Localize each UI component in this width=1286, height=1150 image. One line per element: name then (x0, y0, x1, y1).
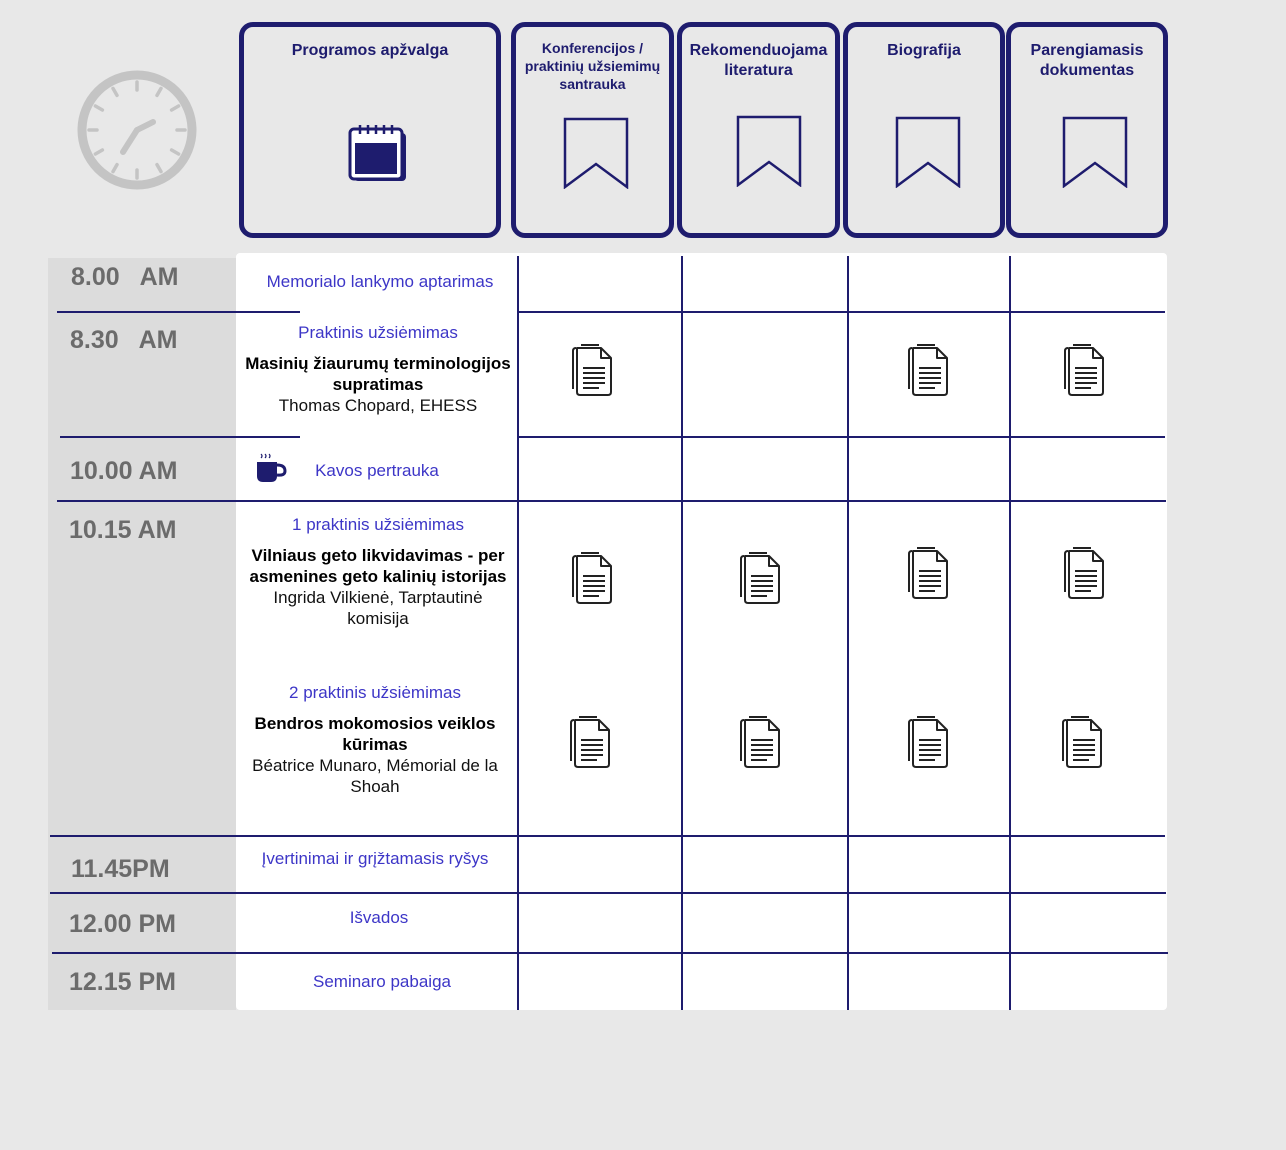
session-label: Praktinis užsiėmimas (298, 323, 458, 342)
time-label: 11.45PM (71, 855, 170, 883)
document-icon[interactable] (567, 714, 617, 770)
document-icon[interactable] (737, 714, 787, 770)
time-label: 8.30 AM (70, 326, 178, 354)
coffee-icon (255, 452, 287, 484)
column-header-summary[interactable] (511, 22, 674, 238)
time-label: 10.15 AM (69, 516, 177, 544)
session-speaker: komisija (347, 609, 409, 628)
column-title-line: praktinių užsiemimų (524, 58, 661, 74)
column-title-line: Parengiamasis (1030, 42, 1144, 59)
session-speaker: Ingrida Vilkienė, Tarptautinė (273, 588, 483, 607)
calendar-icon (348, 123, 408, 185)
row-divider (57, 500, 1166, 502)
grid-line (1009, 256, 1011, 1010)
column-header-overview[interactable] (239, 22, 501, 238)
session-title: asmenines geto kalinių istorijas (249, 567, 507, 586)
event-label: Seminaro pabaiga (313, 972, 451, 991)
bookmark-icon (563, 117, 629, 189)
column-title-line: santrauka (559, 76, 626, 92)
time-label: 8.00 AM (71, 263, 179, 291)
document-icon[interactable] (905, 545, 955, 601)
column-title: Programos apžvalga (291, 42, 449, 59)
row-divider (517, 311, 1165, 313)
column-title-line: Rekomenduojama (689, 42, 828, 59)
session-label: 1 praktinis užsiėmimas (292, 515, 464, 534)
session-speaker: Thomas Chopard, EHESS (278, 396, 478, 415)
column-title-line: Konferencijos / (541, 40, 644, 56)
session-speaker: Shoah (350, 777, 400, 796)
column-header-reading[interactable] (677, 22, 840, 238)
row-divider (50, 835, 1165, 837)
column-header-biography[interactable] (843, 22, 1005, 238)
bookmark-icon (1062, 116, 1128, 188)
column-title: Biografija (887, 42, 961, 59)
column-header-preparatory[interactable] (1006, 22, 1168, 238)
column-title-line: dokumentas (1039, 62, 1135, 79)
clock-icon (75, 68, 199, 192)
session-title: Masinių žiaurumų terminologijos (245, 354, 511, 373)
event-label: Įvertinimai ir grįžtamasis ryšys (261, 849, 489, 868)
grid-line (517, 256, 519, 1010)
row-divider (60, 436, 300, 438)
session-title: Vilniaus geto likvidavimas - per (251, 546, 505, 565)
grid-line (681, 256, 683, 1010)
time-label: 10.00 AM (70, 457, 178, 485)
grid-line (847, 256, 849, 1010)
document-icon[interactable] (905, 714, 955, 770)
column-title-line: literatura (724, 62, 793, 79)
time-label: 12.00 PM (69, 910, 177, 938)
session-block (240, 515, 516, 629)
session-speaker: Béatrice Munaro, Mémorial de la (252, 756, 498, 775)
session-title: Bendros mokomosios veiklos (254, 714, 496, 733)
bookmark-icon (736, 115, 802, 187)
time-label: 12.15 PM (69, 968, 177, 996)
session-label: 2 praktinis užsiėmimas (289, 683, 461, 702)
document-icon[interactable] (737, 550, 787, 606)
session-block (240, 683, 510, 797)
row-divider (50, 892, 1166, 894)
document-icon[interactable] (1061, 545, 1111, 601)
session-title: supratimas (332, 375, 424, 394)
bookmark-icon (895, 116, 961, 188)
document-icon[interactable] (1061, 342, 1111, 398)
time-column (48, 258, 236, 1010)
event-label: Išvados (349, 908, 409, 927)
document-icon[interactable] (569, 342, 619, 398)
session-block (240, 323, 516, 416)
row-divider (57, 311, 300, 313)
document-icon[interactable] (905, 342, 955, 398)
event-label: Memorialo lankymo aptarimas (266, 272, 494, 291)
row-divider (517, 436, 1165, 438)
document-icon[interactable] (1059, 714, 1109, 770)
event-label: Kavos pertrauka (315, 461, 439, 480)
session-title: kūrimas (342, 735, 408, 754)
document-icon[interactable] (569, 550, 619, 606)
row-divider (52, 952, 1168, 954)
